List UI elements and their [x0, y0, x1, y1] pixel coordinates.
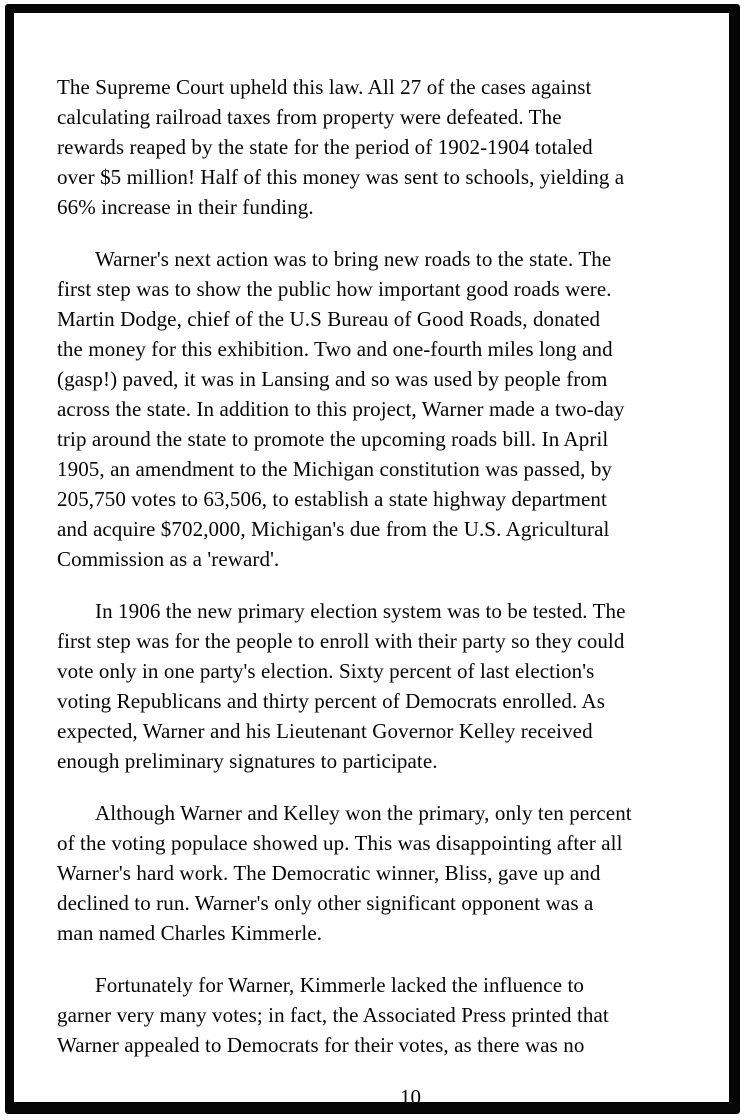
text-line: Warner appealed to Democrats for their votes, as there was no — [57, 1033, 585, 1057]
text-line: declined to run. Warner's only other significant opponent was a — [57, 891, 594, 915]
body-text — [57, 72, 724, 1060]
text-line: Commission as a 'reward'. — [57, 547, 280, 571]
text-line: and acquire $702,000, Michigan's due from the U.S. Agricultural — [57, 517, 610, 541]
text-line: Fortunately for Warner, Kimmerle lacked the influence to — [95, 973, 584, 997]
paragraph — [57, 72, 724, 222]
text-line: expected, Warner and his Lieutenant Governor Kelley received — [57, 719, 593, 743]
text-line: Martin Dodge, chief of the U.S Bureau of Good Roads, donated — [57, 307, 601, 331]
text-line: Although Warner and Kelley won the primary, only ten percent — [95, 801, 632, 825]
paragraph — [57, 970, 724, 1060]
text-line: calculating railroad taxes from property were defeated. The — [57, 105, 562, 129]
text-line: rewards reaped by the state for the period of 1902-1904 totaled — [57, 135, 593, 159]
page-number: 10 — [400, 1085, 421, 1109]
text-line: first step was to show the public how important good roads were. — [57, 277, 612, 301]
text-line: garner very many votes; in fact, the Associated Press printed that — [57, 1003, 609, 1027]
text-line: enough preliminary signatures to participate. — [57, 749, 438, 773]
text-line: Warner's next action was to bring new roads to the state. The — [95, 247, 612, 271]
text-line: 66% increase in their funding. — [57, 195, 314, 219]
text-line: The Supreme Court upheld this law. All 27 of the cases against — [57, 75, 592, 99]
text-line: 205,750 votes to 63,506, to establish a state highway department — [57, 487, 607, 511]
text-line: man named Charles Kimmerle. — [57, 921, 323, 945]
text-line: vote only in one party's election. Sixty percent of last election's — [57, 659, 595, 683]
text-line: voting Republicans and thirty percent of Democrats enrolled. As — [57, 689, 606, 713]
text-line: over $5 million! Half of this money was sent to schools, yielding a — [57, 165, 625, 189]
text-line: 1905, an amendment to the Michigan constitution was passed, by — [57, 457, 613, 481]
paragraph — [57, 798, 724, 948]
text-line: the money for this exhibition. Two and one-fourth miles long and — [57, 337, 613, 361]
text-line: (gasp!) paved, it was in Lansing and so was used by people from — [57, 367, 608, 391]
text-line: Warner's hard work. The Democratic winner, Bliss, gave up and — [57, 861, 601, 885]
text-line: first step was for the people to enroll with their party so they could — [57, 629, 625, 653]
text-line: of the voting populace showed up. This was disappointing after all — [57, 831, 623, 855]
paragraph — [57, 244, 724, 574]
text-line: In 1906 the new primary election system was to be tested. The — [95, 599, 626, 623]
paragraph — [57, 596, 724, 776]
text-line: trip around the state to promote the upcoming roads bill. In April — [57, 427, 609, 451]
text-line: across the state. In addition to this project, Warner made a two-day — [57, 397, 625, 421]
page-content — [57, 72, 724, 1112]
